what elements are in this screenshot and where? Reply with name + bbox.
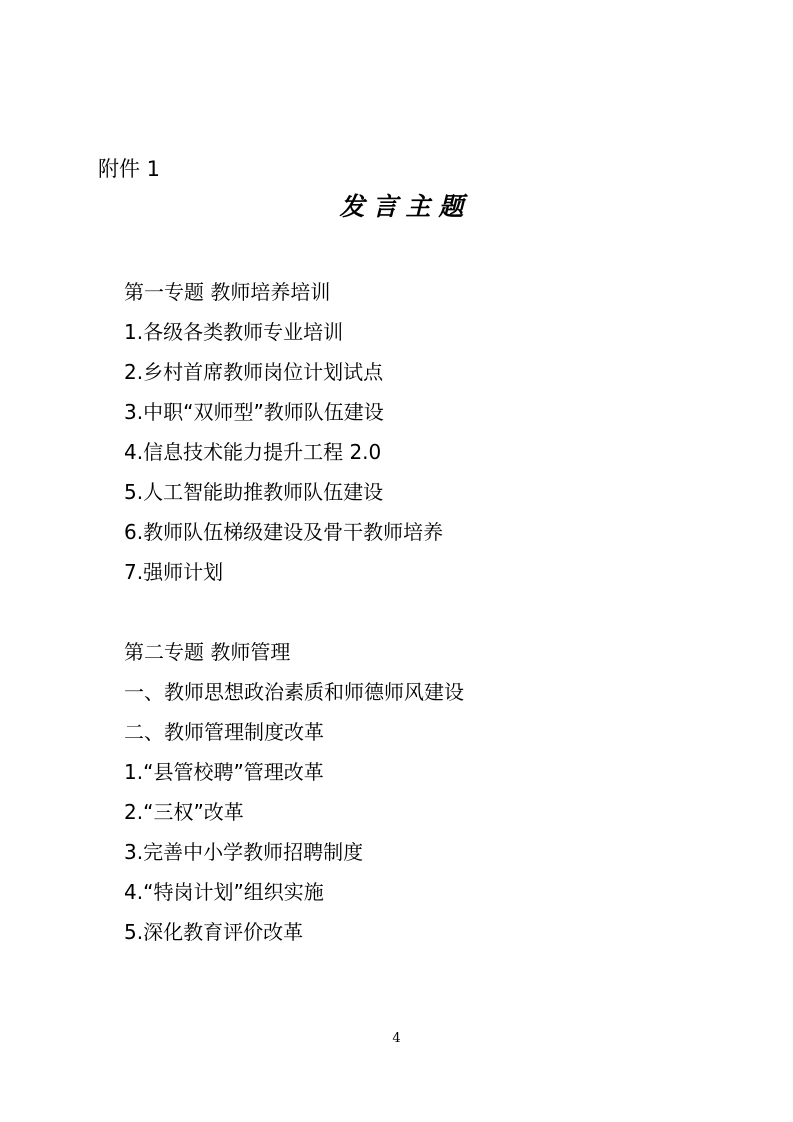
list-item: 2.“三权”改革 <box>124 800 244 824</box>
list-item: 二、教师管理制度改革 <box>124 720 324 744</box>
document-title: 发言主题 <box>339 192 472 221</box>
list-item: 5.人工智能助推教师队伍建设 <box>124 480 384 504</box>
section-heading: 第一专题 教师培养培训 <box>124 280 331 304</box>
list-item: 4.“特岗计划”组织实施 <box>124 880 324 904</box>
list-item: 1.各级各类教师专业培训 <box>124 320 344 344</box>
list-item: 5.深化教育评价改革 <box>124 920 304 944</box>
page-number: 4 <box>392 1031 401 1046</box>
list-item: 2.乡村首席教师岗位计划试点 <box>124 360 384 384</box>
section-heading: 第二专题 教师管理 <box>124 640 291 664</box>
attachment-label: 附件 1 <box>98 157 161 181</box>
list-item: 3.完善中小学教师招聘制度 <box>124 840 364 864</box>
list-item: 一、教师思想政治素质和师德师风建设 <box>124 680 464 704</box>
list-item: 1.“县管校聘”管理改革 <box>124 760 324 784</box>
list-item: 3.中职“双师型”教师队伍建设 <box>124 400 384 424</box>
list-item: 6.教师队伍梯级建设及骨干教师培养 <box>124 520 444 544</box>
list-item: 7.强师计划 <box>124 560 224 584</box>
topic-section-2 <box>124 632 724 952</box>
list-item: 4.信息技术能力提升工程 2.0 <box>124 440 382 464</box>
topic-section-1 <box>124 272 724 592</box>
